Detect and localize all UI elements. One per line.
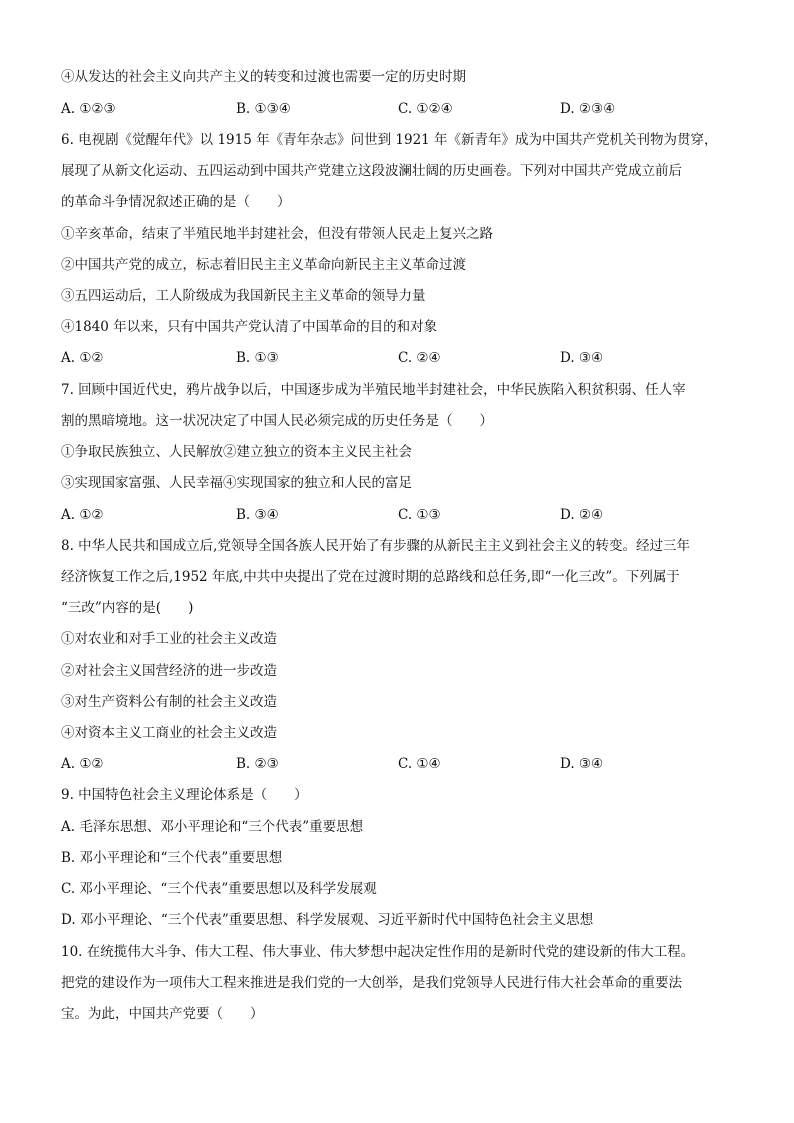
q8-statement-1: ①对农业和对手工业的社会主义改造	[61, 631, 277, 647]
q8-statement-3: ③对生产资料公有制的社会主义改造	[61, 694, 277, 710]
q6-stem-3: 的革命斗争情况叙述正确的是（ ）	[61, 194, 291, 210]
q6-statement-1: ①辛亥革命，结束了半殖民地半封建社会，但没有带领人民走上复兴之路	[61, 226, 493, 242]
q9-option-b: B. 邓小平理论和“三个代表”重要思想	[61, 850, 283, 866]
q8-option-b: B. ②③	[236, 756, 279, 772]
q7-option-b: B. ③④	[236, 507, 279, 523]
q10-stem-2: 把党的建设作为一项伟大工程来推进是我们党的一大创举，是我们党领导人民进行伟大社会革命的重要法	[61, 975, 682, 991]
q6-options	[61, 349, 741, 367]
q9-stem: 9. 中国特色社会主义理论体系是（ ）	[61, 787, 308, 803]
q7-option-d: D. ②④	[560, 507, 604, 523]
q6-stem-2: 展现了从新文化运动、五四运动到中国共产党建立这段波澜壮阔的历史画卷。下列对中国共产党成立前后	[61, 163, 682, 179]
q8-options	[61, 755, 741, 773]
q6-statement-2: ②中国共产党的成立，标志着旧民主主义革命向新民主主义革命过渡	[61, 257, 466, 273]
q6-option-b: B. ①③	[236, 350, 279, 366]
q5-option-c: C. ①②④	[398, 101, 453, 117]
q8-stem-2: 经济恢复工作之后,1952 年底,中共中央提出了党在过渡时期的总路线和总任务,即“一化三改”。下列属于	[61, 569, 680, 585]
q7-statements-1: ①争取民族独立、人民解放②建立独立的资本主义民主社会	[61, 444, 412, 460]
q5-option-b: B. ①③④	[236, 101, 291, 117]
q7-option-c: C. ①③	[398, 507, 441, 523]
q8-option-c: C. ①④	[398, 756, 441, 772]
q6-option-c: C. ②④	[398, 350, 441, 366]
q7-statements-2: ③实现国家富强、人民幸福④实现国家的独立和人民的富足	[61, 475, 412, 491]
q9-option-a: A. 毛泽东思想、邓小平理论和“三个代表”重要思想	[61, 819, 364, 835]
q6-statement-3: ③五四运动后，工人阶级成为我国新民主主义革命的领导力量	[61, 288, 426, 304]
q6-option-d: D. ③④	[560, 350, 604, 366]
q6-stem-1: 6. 电视剧《觉醒年代》以 1915 年《青年杂志》问世到 1921 年《新青年》成为中国共产党机关刊物为贯穿，	[61, 132, 718, 148]
q8-statement-2: ②对社会主义国营经济的进一步改造	[61, 663, 277, 679]
q6-statement-4: ④1840 年以来，只有中国共产党认清了中国革命的目的和对象	[61, 319, 438, 335]
q7-option-a: A. ①②	[61, 507, 104, 523]
q9-option-d: D. 邓小平理论、“三个代表”重要思想、科学发展观、习近平新时代中国特色社会主义思想	[61, 912, 594, 928]
q10-stem-3: 宝。为此，中国共产党要（ ）	[61, 1006, 264, 1022]
q7-stem-2: 割的黑暗境地。这一状况决定了中国人民必须完成的历史任务是（ ）	[61, 413, 493, 429]
q5-statement-4: ④从发达的社会主义向共产主义的转变和过渡也需要一定的历史时期	[61, 69, 466, 85]
q7-stem-1: 7. 回顾中国近代史，鸦片战争以后，中国逐步成为半殖民地半封建社会，中华民族陷入积贫积弱、任人宰	[61, 382, 686, 398]
q10-stem-1: 10. 在统揽伟大斗争、伟大工程、伟大事业、伟大梦想中起决定性作用的是新时代党的建设新的伟大工程。	[61, 944, 695, 960]
q9-option-c: C. 邓小平理论、“三个代表”重要思想以及科学发展观	[61, 881, 377, 897]
q8-stem-3: “三改”内容的是( )	[61, 600, 194, 616]
q6-option-a: A. ①②	[61, 350, 104, 366]
q8-statement-4: ④对资本主义工商业的社会主义改造	[61, 725, 277, 741]
q8-option-d: D. ③④	[560, 756, 604, 772]
q5-option-a: A. ①②③	[61, 101, 116, 117]
q8-option-a: A. ①②	[61, 756, 104, 772]
q8-stem-1: 8. 中华人民共和国成立后,党领导全国各族人民开始了有步骤的从新民主主义到社会主义的转变。经过三年	[61, 538, 690, 554]
q5-options	[61, 100, 741, 118]
q7-options	[61, 506, 741, 524]
q5-option-d: D. ②③④	[560, 101, 616, 117]
